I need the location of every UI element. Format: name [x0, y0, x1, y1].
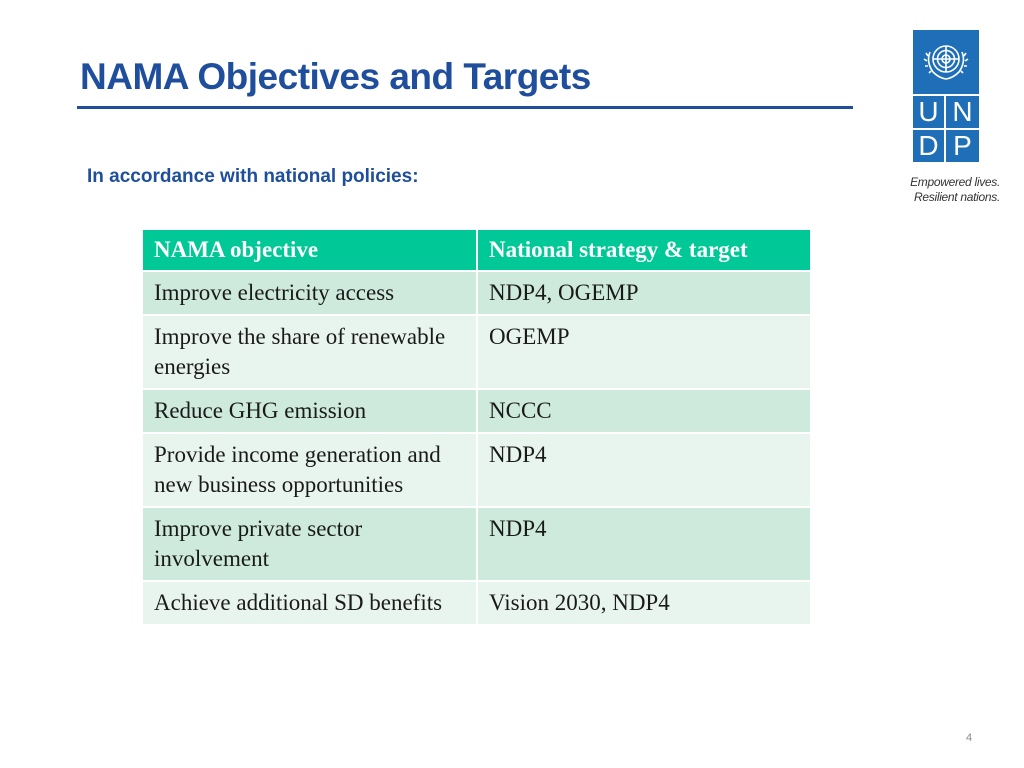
strategy-cell: NDP4: [478, 434, 810, 508]
undp-letters: [913, 94, 979, 162]
un-emblem-icon: [913, 30, 979, 92]
logo-letter-d: D: [913, 128, 946, 162]
table-row: [143, 508, 810, 582]
slide-title: NAMA Objectives and Targets: [80, 56, 591, 97]
strategy-cell: NCCC: [478, 390, 810, 434]
objective-cell: Improve electricity access: [143, 272, 478, 316]
objective-cell: Reduce GHG emission: [143, 390, 478, 434]
logo-letter-n: N: [946, 94, 979, 128]
tagline-line-2: Resilient nations.: [914, 190, 1000, 204]
objective-cell: Provide income generation and new business opportunities: [143, 434, 478, 508]
objective-cell: Achieve additional SD benefits: [143, 582, 478, 626]
slide-subtitle: In accordance with national policies:: [87, 166, 419, 187]
page-number: 4: [966, 732, 973, 744]
header-national-strategy: National strategy & target: [478, 230, 810, 272]
table-row: [143, 582, 810, 626]
title-underline: [77, 106, 853, 109]
table-row: [143, 316, 810, 390]
logo-letter-u: U: [913, 94, 946, 128]
header-nama-objective: NAMA objective: [143, 230, 478, 272]
strategy-cell: NDP4, OGEMP: [478, 272, 810, 316]
logo-letter-p: P: [946, 128, 979, 162]
objectives-table: [143, 230, 810, 626]
strategy-cell: NDP4: [478, 508, 810, 582]
undp-logo: [913, 30, 979, 162]
undp-tagline: [880, 175, 1000, 205]
strategy-cell: Vision 2030, NDP4: [478, 582, 810, 626]
objective-cell: Improve private sector involvement: [143, 508, 478, 582]
table-row: [143, 434, 810, 508]
tagline-line-1: Empowered lives.: [910, 175, 1000, 189]
strategy-cell: OGEMP: [478, 316, 810, 390]
table-row: [143, 390, 810, 434]
objective-cell: Improve the share of renewable energies: [143, 316, 478, 390]
table-row: [143, 272, 810, 316]
table-header-row: [143, 230, 810, 272]
